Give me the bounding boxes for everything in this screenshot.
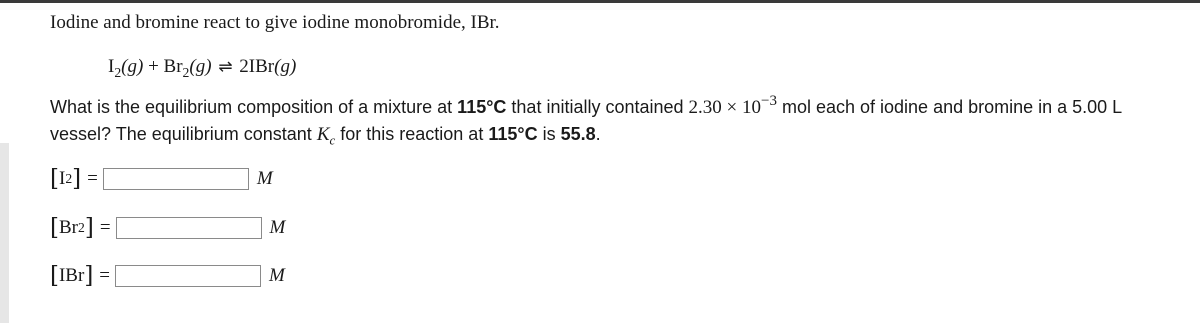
question-line-2 bbox=[50, 124, 601, 146]
reactant-bromine: Br bbox=[163, 56, 183, 77]
answer-row-i2: [ I 2 ] = M bbox=[50, 166, 273, 192]
intro-text: Iodine and bromine react to give iodine monobromide, IBr. bbox=[50, 12, 500, 33]
reactant-iodine: I bbox=[108, 56, 115, 77]
k-subscript: c bbox=[329, 132, 336, 148]
chemical-equation bbox=[108, 56, 296, 78]
answer-row-ibr bbox=[50, 262, 285, 290]
phase-gas-3: (g) bbox=[274, 56, 297, 77]
k-symbol: K bbox=[316, 124, 330, 145]
question-text: vessel? The equilibrium constant bbox=[50, 124, 317, 144]
unit-molarity: M bbox=[269, 217, 286, 238]
top-bar bbox=[0, 0, 1200, 3]
k-value: 55.8 bbox=[560, 124, 596, 144]
species-label: I bbox=[58, 168, 66, 189]
equilibrium-arrow-icon: ⇌ bbox=[218, 57, 233, 77]
question-text: mol each of iodine and bromine in a 5.00 L bbox=[776, 97, 1123, 117]
i2-answer-input[interactable] bbox=[103, 168, 249, 190]
question-text: is bbox=[537, 124, 561, 144]
unit-molarity: M bbox=[256, 168, 273, 189]
product-ibr: 2IBr bbox=[239, 56, 275, 77]
question-text: for this reaction at bbox=[335, 124, 489, 144]
open-bracket: [ bbox=[50, 215, 59, 241]
close-bracket: ] bbox=[84, 263, 94, 289]
plus-sign: + bbox=[148, 56, 159, 77]
equals-sign: = bbox=[87, 168, 98, 189]
reactant-iodine-subscript: 2 bbox=[114, 64, 122, 80]
concentration-value: 2.30 × 10 bbox=[688, 97, 761, 118]
species-label: Br bbox=[58, 217, 78, 238]
concentration-exponent: −3 bbox=[761, 93, 777, 109]
phase-gas-2: (g) bbox=[189, 56, 212, 77]
open-bracket: [ bbox=[50, 166, 59, 192]
unit-molarity: M bbox=[269, 265, 285, 286]
close-bracket: ] bbox=[72, 166, 82, 192]
answer-row-br2: [ Br 2 ] = M bbox=[50, 215, 286, 241]
phase-gas-1: (g) bbox=[121, 56, 144, 77]
equals-sign: = bbox=[99, 265, 111, 286]
question-line-1 bbox=[50, 93, 1123, 119]
scrollbar-track[interactable] bbox=[0, 143, 9, 323]
question-text: . bbox=[595, 124, 601, 144]
temperature-value: 115°C bbox=[488, 124, 538, 144]
question-text: that initially contained bbox=[506, 97, 689, 117]
question-text: What is the equilibrium composition of a mixture at bbox=[50, 97, 458, 117]
reactant-bromine-subscript: 2 bbox=[182, 64, 190, 80]
temperature-value: 115°C bbox=[457, 97, 507, 117]
open-bracket: [ bbox=[50, 263, 59, 289]
br2-answer-input[interactable] bbox=[116, 217, 262, 239]
close-bracket: ] bbox=[84, 215, 94, 241]
ibr-answer-input[interactable] bbox=[115, 265, 261, 287]
species-label: IBr bbox=[58, 265, 85, 286]
equals-sign: = bbox=[99, 217, 111, 238]
